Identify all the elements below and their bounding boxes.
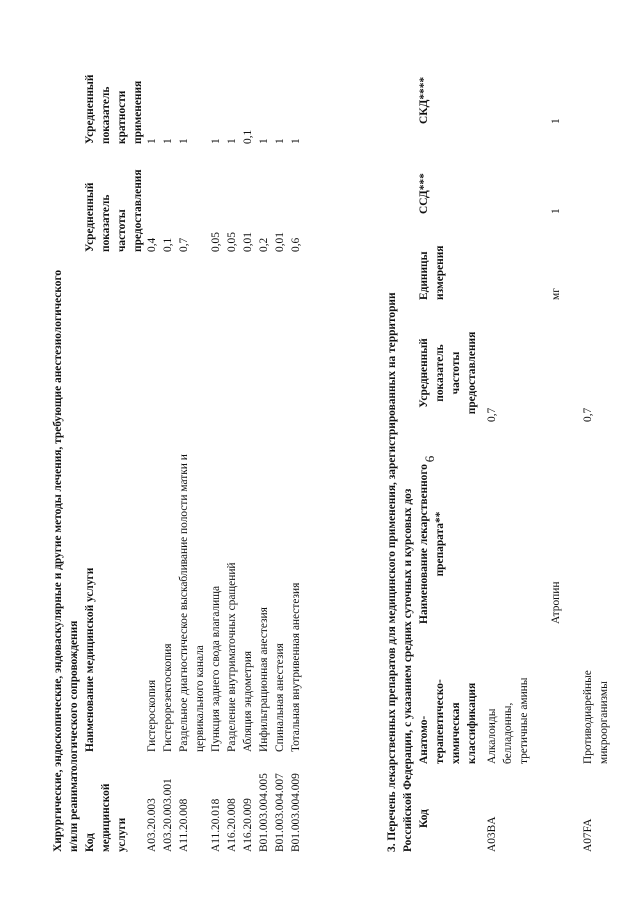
service-name: Инфильтрационная анестезия: [258, 607, 270, 752]
service-code: A16.20.009: [242, 798, 254, 852]
service-row: [256, 62, 272, 852]
service-name: Раздельное диагностическое выскабливание полости матки и: [178, 454, 190, 752]
section2-title: 3. Перечень лекарственных препаратов для медицинского применения, зарегистрированных на территории: [386, 292, 398, 852]
drug-row-atc: Противодиарейные микроорганизмы: [582, 670, 610, 764]
service-frequency: 0,4: [146, 237, 158, 252]
section1-title-cont: и/или реаниматологического сопровождения: [68, 620, 80, 852]
drug-row-code: A07FA: [582, 818, 594, 852]
service-name: Разделение внутриматочных сращений: [226, 562, 238, 752]
service-name: Спинальная анестезия: [274, 643, 286, 752]
header-ssd: ССД***: [418, 173, 430, 214]
service-frequency: 0,7: [178, 237, 190, 252]
header-service-multiplicity: Усредненный показатель кратности применения: [84, 74, 144, 144]
service-code: A16.20.008: [226, 798, 238, 852]
service-frequency: 0,1: [162, 237, 174, 252]
drug-name: Атропин: [550, 581, 562, 624]
drug-row-atc: Алкалоиды белладонны, третичные амины: [486, 677, 530, 764]
header-service-name: Наименование медицинской услуги: [84, 567, 96, 752]
service-row: [224, 62, 240, 852]
service-multiplicity: 1: [210, 138, 222, 144]
drug-unit: мг: [550, 288, 562, 300]
service-name: Гистерорезектоскопия: [162, 643, 174, 752]
header-atc-classification: Анатомо-терапевтическо-химическая классификация: [418, 679, 478, 764]
service-name-cont: цервикального канала: [194, 645, 206, 752]
service-code: A11.20.008: [178, 798, 190, 852]
header-drug-code: Код: [418, 809, 430, 828]
service-code: A03.20.003.001: [162, 778, 174, 852]
service-multiplicity: 1: [162, 138, 174, 144]
header-skd: СКД****: [418, 76, 430, 124]
service-code: A03.20.003: [146, 798, 158, 852]
service-multiplicity: 0,1: [242, 129, 254, 144]
service-row: [208, 62, 224, 852]
service-multiplicity: 1: [226, 138, 238, 144]
header-units: Единицы измерения: [418, 245, 446, 300]
service-row: [272, 62, 288, 852]
drug-row-frequency: 0,7: [486, 407, 498, 422]
service-name: Абляция эндометрия: [242, 650, 254, 752]
service-code: A11.20.018: [210, 798, 222, 852]
drug-row-code: A03BA: [486, 816, 498, 852]
header-service-code: Код медицинской услуги: [84, 783, 128, 852]
service-frequency: 0,05: [226, 232, 238, 252]
service-row: [288, 62, 304, 852]
service-frequency: 0,05: [210, 232, 222, 252]
header-service-frequency: Усредненный показатель частоты предоставления: [84, 169, 144, 252]
service-code: B01.003.004.009: [290, 773, 302, 852]
service-multiplicity: 1: [274, 138, 286, 144]
service-row: [144, 62, 160, 852]
service-frequency: 0,6: [290, 237, 302, 252]
service-frequency: 0,01: [274, 232, 286, 252]
header-drug-frequency: Усредненный показатель частоты предоставления: [418, 331, 478, 415]
service-name: Пункция заднего свода влагалища: [210, 585, 222, 752]
service-name: Тотальная внутривенная анестезия: [290, 582, 302, 752]
service-row: [160, 62, 176, 852]
section1-title: Хирургические, эндоскопические, эндоваскулярные и другие методы лечения, требующие анестезиологического: [52, 269, 64, 852]
service-multiplicity: 1: [290, 138, 302, 144]
drug-row-frequency: 0,7: [582, 407, 594, 422]
service-multiplicity: 1: [146, 138, 158, 144]
drug-ssd: 1: [550, 208, 562, 214]
service-frequency: 0,2: [258, 237, 270, 252]
page-number: 6: [422, 455, 437, 463]
rotated-page: [48, 34, 638, 884]
service-row: [176, 62, 206, 852]
section2-title-cont: Российской Федерации, с указанием средних суточных и курсовых доз: [402, 488, 414, 852]
service-frequency: 0,01: [242, 232, 254, 252]
service-name: Гистероскопия: [146, 679, 158, 752]
drug-skd: 1: [550, 118, 562, 124]
service-multiplicity: 1: [258, 138, 270, 144]
service-row: [240, 62, 256, 852]
service-multiplicity: 1: [178, 138, 190, 144]
header-drug-name: Наименование лекарственного препарата**: [418, 464, 446, 624]
service-code: B01.003.004.007: [274, 773, 286, 852]
service-code: B01.003.004.005: [258, 773, 270, 852]
